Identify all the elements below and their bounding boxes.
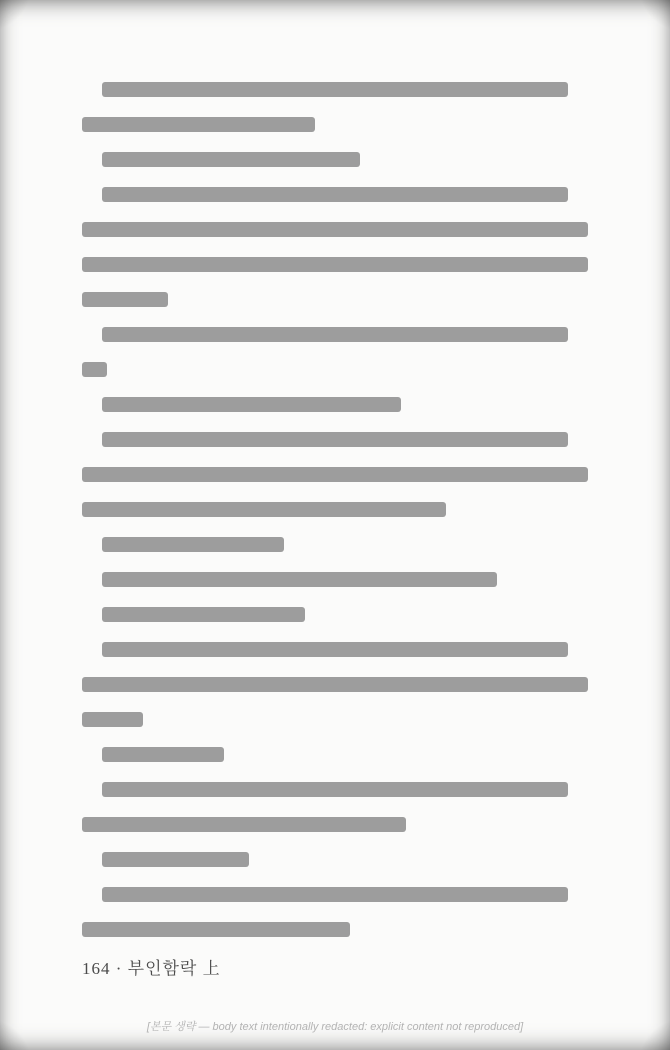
redacted-text-line	[102, 782, 568, 797]
scan-corner-shadow	[0, 0, 32, 32]
redacted-text-line	[102, 642, 568, 657]
text-line	[82, 142, 588, 177]
redacted-text-line	[102, 572, 497, 587]
text-line	[82, 107, 588, 142]
text-line	[82, 177, 588, 212]
redacted-text-line	[82, 712, 143, 727]
redacted-text-line	[102, 432, 568, 447]
redacted-text-line	[102, 82, 568, 97]
text-line	[82, 702, 588, 737]
text-line	[82, 737, 588, 772]
text-line	[82, 212, 588, 247]
text-line	[82, 282, 588, 317]
redacted-text-line	[82, 817, 406, 832]
text-line	[82, 877, 588, 912]
text-line	[82, 842, 588, 877]
redacted-text-line	[102, 747, 224, 762]
redacted-text-line	[82, 222, 588, 237]
text-line	[82, 72, 588, 107]
redacted-text-line	[82, 922, 350, 937]
redacted-text-line	[102, 152, 360, 167]
text-line	[82, 492, 588, 527]
redacted-text-line	[82, 117, 315, 132]
redacted-text-line	[82, 362, 107, 377]
redaction-notice: [본문 생략 — body text intentionally redacted: explicit content not reproduced]	[146, 1021, 524, 1033]
redacted-text-line	[102, 397, 401, 412]
text-line	[82, 387, 588, 422]
redacted-text-line	[82, 257, 588, 272]
page-number-and-book-title: 164 · 부인함락 上	[82, 959, 221, 978]
redacted-text-line	[82, 292, 168, 307]
redacted-text-line	[102, 187, 568, 202]
text-line	[82, 597, 588, 632]
scan-corner-shadow	[638, 0, 670, 32]
redacted-text-line	[82, 467, 588, 482]
text-line	[82, 562, 588, 597]
text-line	[82, 772, 588, 807]
text-line	[82, 247, 588, 282]
redacted-text-line	[102, 887, 568, 902]
redacted-text-line	[102, 852, 249, 867]
text-line	[82, 527, 588, 562]
text-line	[82, 632, 588, 667]
redacted-text-line	[102, 607, 305, 622]
text-line	[82, 807, 588, 842]
text-line	[82, 422, 588, 457]
body-text-redacted	[82, 72, 588, 947]
text-line	[82, 457, 588, 492]
redacted-text-line	[102, 327, 568, 342]
page-footer	[82, 954, 221, 979]
text-line	[82, 317, 588, 352]
redacted-text-line	[102, 537, 284, 552]
text-line	[82, 352, 588, 387]
text-line	[82, 667, 588, 702]
redacted-text-line	[82, 677, 588, 692]
redacted-text-line	[82, 502, 446, 517]
text-line	[82, 912, 588, 947]
